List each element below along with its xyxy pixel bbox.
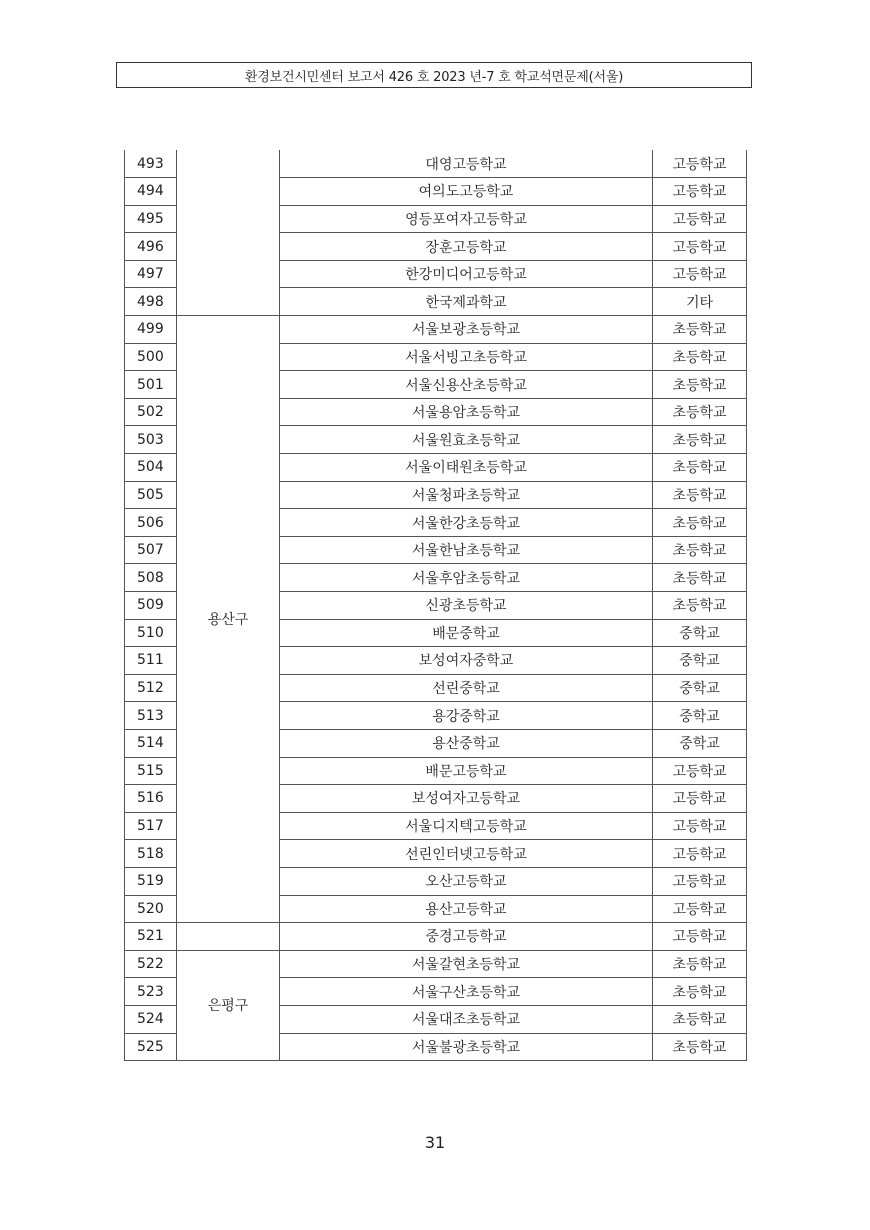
row-number-cell: 498 bbox=[125, 288, 177, 316]
school-type-cell: 고등학교 bbox=[653, 840, 747, 868]
row-number-cell: 524 bbox=[125, 1005, 177, 1033]
school-name-cell: 배문중학교 bbox=[280, 619, 653, 647]
report-header bbox=[116, 62, 752, 88]
row-number-cell: 525 bbox=[125, 1033, 177, 1061]
school-name-cell: 한국제과학교 bbox=[280, 288, 653, 316]
school-type-cell: 고등학교 bbox=[653, 757, 747, 785]
school-type-cell: 고등학교 bbox=[653, 150, 747, 178]
school-name-cell: 서울신용산초등학교 bbox=[280, 371, 653, 399]
school-name-cell: 여의도고등학교 bbox=[280, 178, 653, 206]
school-table-body bbox=[125, 150, 747, 1061]
school-type-cell: 초등학교 bbox=[653, 343, 747, 371]
school-name-cell: 용강중학교 bbox=[280, 702, 653, 730]
school-name-cell: 서울한강초등학교 bbox=[280, 509, 653, 537]
school-name-cell: 선린중학교 bbox=[280, 674, 653, 702]
school-type-cell: 중학교 bbox=[653, 702, 747, 730]
school-type-cell: 초등학교 bbox=[653, 454, 747, 482]
school-name-cell: 서울대조초등학교 bbox=[280, 1005, 653, 1033]
school-name-cell: 장훈고등학교 bbox=[280, 233, 653, 261]
school-name-cell: 서울청파초등학교 bbox=[280, 481, 653, 509]
district-cell: 은평구 bbox=[177, 950, 280, 1060]
school-type-cell: 초등학교 bbox=[653, 950, 747, 978]
school-type-cell: 초등학교 bbox=[653, 1033, 747, 1061]
row-number-cell: 507 bbox=[125, 536, 177, 564]
school-type-cell: 중학교 bbox=[653, 647, 747, 675]
school-type-cell: 고등학교 bbox=[653, 178, 747, 206]
table-row bbox=[125, 923, 747, 951]
row-number-cell: 514 bbox=[125, 729, 177, 757]
school-type-cell: 초등학교 bbox=[653, 481, 747, 509]
row-number-cell: 521 bbox=[125, 923, 177, 951]
row-number-cell: 511 bbox=[125, 647, 177, 675]
school-name-cell: 한강미디어고등학교 bbox=[280, 260, 653, 288]
school-name-cell: 신광초등학교 bbox=[280, 592, 653, 620]
school-type-cell: 초등학교 bbox=[653, 509, 747, 537]
school-type-cell: 고등학교 bbox=[653, 867, 747, 895]
row-number-cell: 501 bbox=[125, 371, 177, 399]
school-name-cell: 선린인터넷고등학교 bbox=[280, 840, 653, 868]
table-row bbox=[125, 950, 747, 978]
table-row bbox=[125, 316, 747, 344]
school-type-cell: 고등학교 bbox=[653, 895, 747, 923]
school-name-cell: 서울디지텍고등학교 bbox=[280, 812, 653, 840]
school-name-cell: 서울보광초등학교 bbox=[280, 316, 653, 344]
school-type-cell: 초등학교 bbox=[653, 978, 747, 1006]
school-name-cell: 용산중학교 bbox=[280, 729, 653, 757]
row-number-cell: 496 bbox=[125, 233, 177, 261]
row-number-cell: 512 bbox=[125, 674, 177, 702]
school-name-cell: 서울불광초등학교 bbox=[280, 1033, 653, 1061]
page-number: 31 bbox=[424, 1133, 446, 1152]
school-type-cell: 초등학교 bbox=[653, 316, 747, 344]
school-type-cell: 고등학교 bbox=[653, 923, 747, 951]
row-number-cell: 503 bbox=[125, 426, 177, 454]
school-name-cell: 서울원효초등학교 bbox=[280, 426, 653, 454]
school-type-cell: 기타 bbox=[653, 288, 747, 316]
row-number-cell: 513 bbox=[125, 702, 177, 730]
school-name-cell: 오산고등학교 bbox=[280, 867, 653, 895]
row-number-cell: 497 bbox=[125, 260, 177, 288]
school-name-cell: 서울구산초등학교 bbox=[280, 978, 653, 1006]
school-type-cell: 초등학교 bbox=[653, 536, 747, 564]
school-type-cell: 고등학교 bbox=[653, 785, 747, 813]
school-name-cell: 대영고등학교 bbox=[280, 150, 653, 178]
school-type-cell: 초등학교 bbox=[653, 1005, 747, 1033]
row-number-cell: 500 bbox=[125, 343, 177, 371]
school-name-cell: 서울후암초등학교 bbox=[280, 564, 653, 592]
row-number-cell: 517 bbox=[125, 812, 177, 840]
school-name-cell: 용산고등학교 bbox=[280, 895, 653, 923]
school-type-cell: 고등학교 bbox=[653, 260, 747, 288]
row-number-cell: 502 bbox=[125, 398, 177, 426]
district-cell: 용산구 bbox=[177, 316, 280, 923]
school-type-cell: 중학교 bbox=[653, 729, 747, 757]
school-name-cell: 서울서빙고초등학교 bbox=[280, 343, 653, 371]
school-type-cell: 초등학교 bbox=[653, 398, 747, 426]
row-number-cell: 499 bbox=[125, 316, 177, 344]
row-number-cell: 515 bbox=[125, 757, 177, 785]
row-number-cell: 518 bbox=[125, 840, 177, 868]
row-number-cell: 508 bbox=[125, 564, 177, 592]
school-name-cell: 보성여자고등학교 bbox=[280, 785, 653, 813]
row-number-cell: 494 bbox=[125, 178, 177, 206]
row-number-cell: 510 bbox=[125, 619, 177, 647]
school-name-cell: 서울한남초등학교 bbox=[280, 536, 653, 564]
school-name-cell: 서울이태원초등학교 bbox=[280, 454, 653, 482]
row-number-cell: 506 bbox=[125, 509, 177, 537]
school-name-cell: 서울용암초등학교 bbox=[280, 398, 653, 426]
table-row bbox=[125, 150, 747, 178]
district-cell bbox=[177, 150, 280, 316]
row-number-cell: 523 bbox=[125, 978, 177, 1006]
row-number-cell: 516 bbox=[125, 785, 177, 813]
school-type-cell: 초등학교 bbox=[653, 426, 747, 454]
school-name-cell: 중경고등학교 bbox=[280, 923, 653, 951]
school-name-cell: 영등포여자고등학교 bbox=[280, 205, 653, 233]
school-type-cell: 고등학교 bbox=[653, 205, 747, 233]
row-number-cell: 519 bbox=[125, 867, 177, 895]
school-type-cell: 고등학교 bbox=[653, 812, 747, 840]
school-type-cell: 초등학교 bbox=[653, 371, 747, 399]
school-type-cell: 중학교 bbox=[653, 619, 747, 647]
row-number-cell: 509 bbox=[125, 592, 177, 620]
school-name-cell: 배문고등학교 bbox=[280, 757, 653, 785]
row-number-cell: 495 bbox=[125, 205, 177, 233]
school-type-cell: 고등학교 bbox=[653, 233, 747, 261]
school-name-cell: 보성여자중학교 bbox=[280, 647, 653, 675]
row-number-cell: 520 bbox=[125, 895, 177, 923]
school-type-cell: 중학교 bbox=[653, 674, 747, 702]
report-header-title: 환경보건시민센터 보고서 426 호 2023 년-7 호 학교석면문제(서울) bbox=[244, 69, 624, 85]
school-type-cell: 초등학교 bbox=[653, 592, 747, 620]
row-number-cell: 522 bbox=[125, 950, 177, 978]
school-name-cell: 서울갈현초등학교 bbox=[280, 950, 653, 978]
row-number-cell: 505 bbox=[125, 481, 177, 509]
row-number-cell: 504 bbox=[125, 454, 177, 482]
district-cell bbox=[177, 923, 280, 951]
row-number-cell: 493 bbox=[125, 150, 177, 178]
school-type-cell: 초등학교 bbox=[653, 564, 747, 592]
school-table bbox=[124, 150, 747, 1061]
